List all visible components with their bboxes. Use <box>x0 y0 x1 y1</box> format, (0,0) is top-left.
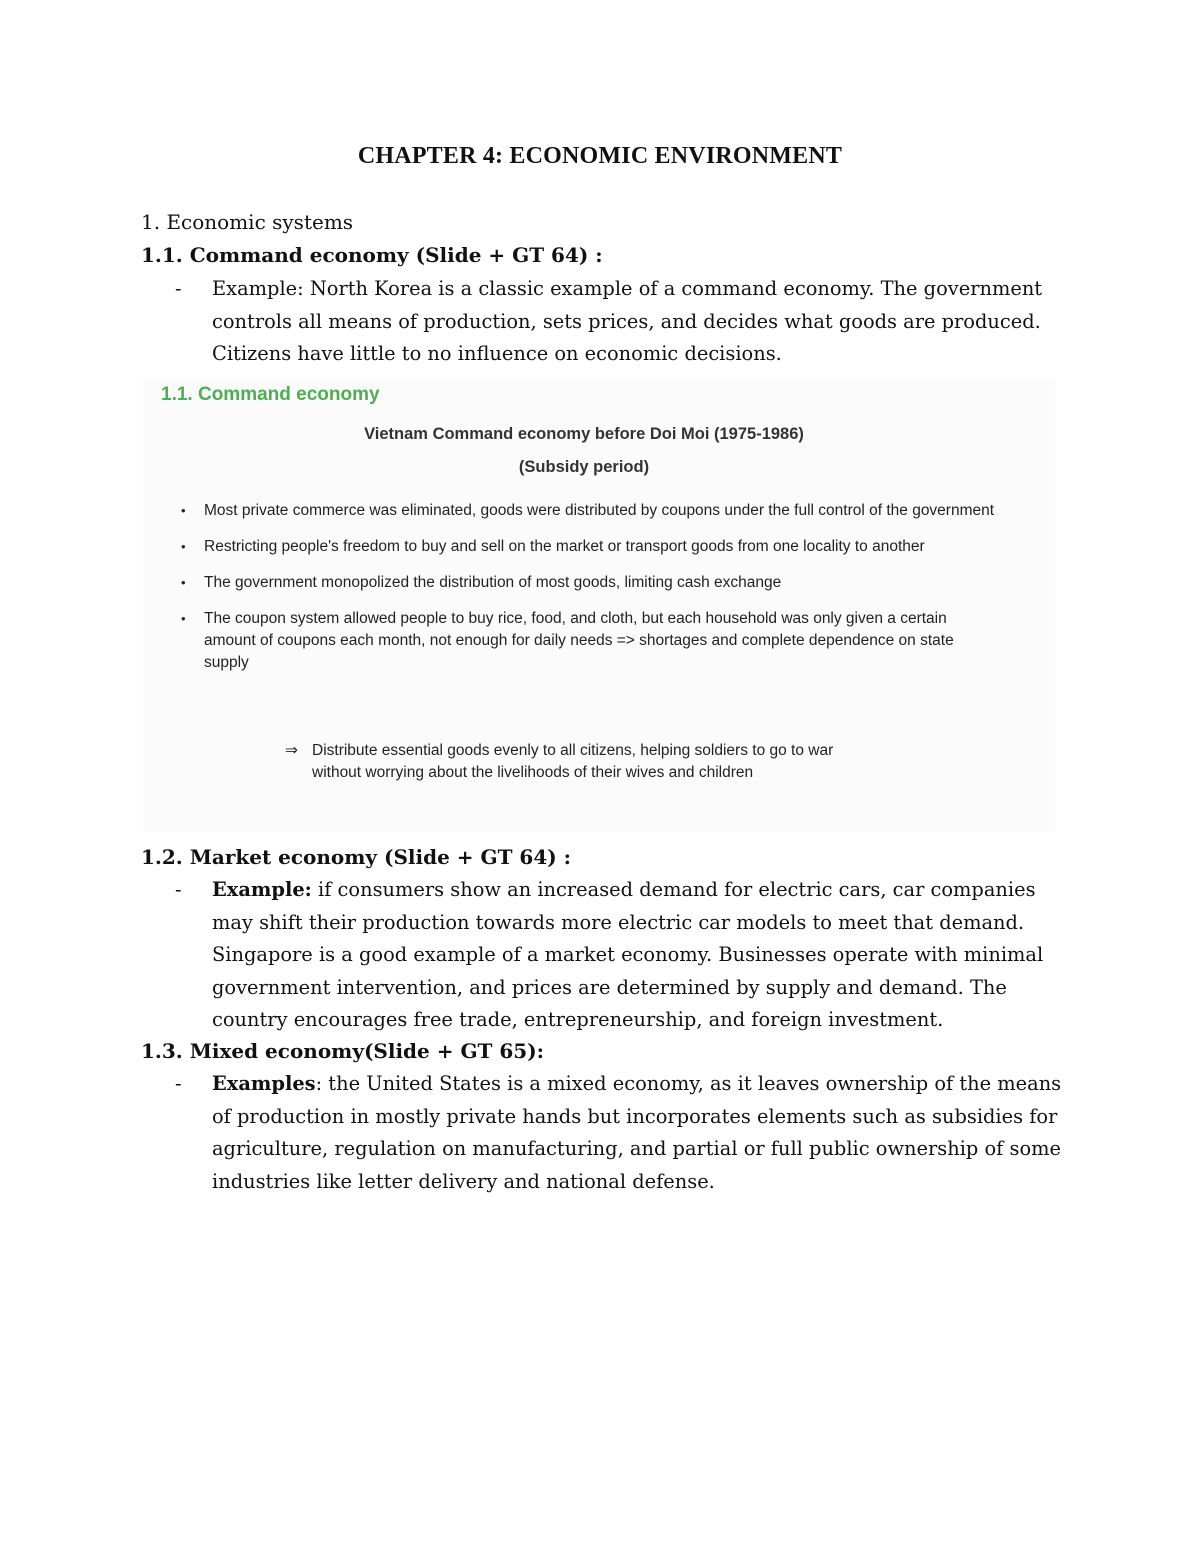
section-heading-market-economy: 1.2. Market economy (Slide + GT 64) : <box>141 845 572 869</box>
bullet-icon: • <box>181 575 186 590</box>
slide-bullet <box>179 572 999 594</box>
mixed-economy-example-text <box>212 1068 1065 1198</box>
slide-bullet <box>179 608 999 674</box>
embedded-slide <box>143 378 1055 832</box>
section-heading-economic-systems: 1. Economic systems <box>141 210 354 234</box>
section-heading-command-economy: 1.1. Command economy (Slide + GT 64) : <box>141 243 603 267</box>
examples-label: Examples <box>212 1072 316 1095</box>
arrow-right-icon: ⇒ <box>285 742 298 759</box>
slide-bullet-text: Most private commerce was eliminated, goods were distributed by coupons under the full control of the government <box>204 502 995 519</box>
slide-conclusion <box>285 740 882 784</box>
slide-bullet-text: The coupon system allowed people to buy rice, food, and cloth, but each household was only given a certain amount of coupons each month, not enough for daily needs => shortages and complete dependence on state supply <box>204 610 954 671</box>
slide-bullet-text: Restricting people's freedom to buy and sell on the market or transport goods from one locality to another <box>204 538 925 555</box>
market-economy-body: if consumers show an increased demand for electric cars, car companies may shift their production towards more electric car models to meet that demand. Singapore is a good example of a market economy. Businesses operate with minimal government intervention, and prices are determined by supply and demand. The country encourages free trade, entrepreneurship, and foreign investment. <box>212 878 1044 1032</box>
market-economy-example-text <box>212 874 1065 1037</box>
example-label: Example: <box>212 878 312 901</box>
slide-bullet <box>179 500 999 522</box>
bullet-icon: • <box>181 539 186 554</box>
mixed-economy-example <box>175 1068 1065 1198</box>
slide-bullet-text: The government monopolized the distribution of most goods, limiting cash exchange <box>204 574 782 591</box>
command-economy-example <box>175 273 1065 371</box>
section-heading-mixed-economy: 1.3. Mixed economy(Slide + GT 65): <box>141 1039 545 1063</box>
list-dash: - <box>175 277 182 300</box>
command-economy-example-text: Example: North Korea is a classic example of a command economy. The government controls all means of production, sets prices, and decides what goods are produced. Citizens have little to no influence on economic decisions. <box>212 277 1043 366</box>
page-title: CHAPTER 4: ECONOMIC ENVIRONMENT <box>357 143 843 169</box>
market-economy-example <box>175 874 1065 1037</box>
slide-conclusion-text: Distribute essential goods evenly to all citizens, helping soldiers to go to war without worrying about the livelihoods of their wives and children <box>312 742 834 781</box>
bullet-icon: • <box>181 503 186 518</box>
slide-title: Vietnam Command economy before Doi Moi (1975-1986) <box>364 425 804 443</box>
bullet-icon: • <box>181 611 186 626</box>
slide-subtitle: (Subsidy period) <box>518 458 650 476</box>
slide-heading: 1.1. Command economy <box>161 384 380 405</box>
slide-bullet-list <box>179 500 999 688</box>
slide-bullet <box>179 536 999 558</box>
mixed-economy-body: : the United States is a mixed economy, as it leaves ownership of the means of production in mostly private hands but incorporates elements such as subsidies for agriculture, regulation on manufacturing, and partial or full public ownership of some industries like letter delivery and national defense. <box>212 1072 1062 1193</box>
list-dash: - <box>175 1072 182 1095</box>
list-dash: - <box>175 878 182 901</box>
